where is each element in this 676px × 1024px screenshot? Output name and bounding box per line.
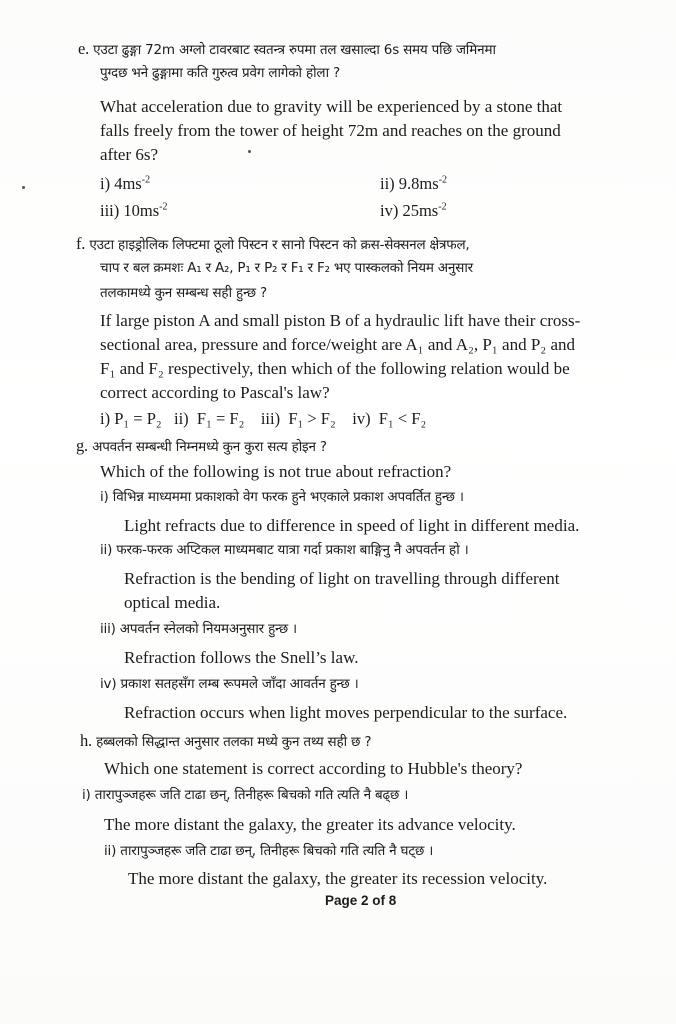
question-e-option-4: iv) $25ms^{-2}$ — [380, 201, 447, 220]
question-e-en-line2: falls freely from the tower of height 72m and reaches on the ground — [100, 121, 561, 140]
question-g-option-1-en: Light refracts due to difference in speed of light in different media. — [124, 516, 580, 535]
question-e — [78, 40, 496, 59]
question-e-en-line3: after 6s? — [100, 145, 159, 164]
question-e-option-2: ii) $9.8ms^{-2}$ — [380, 174, 448, 193]
question-f-np-line1: एउटा हाइड्रोलिक लिफ्टमा ठूलो पिस्टन र सानो पिस्टन को क्रस-सेक्सनल क्षेत्रफल, — [89, 237, 470, 253]
question-h-option-1-np: i) तारापुञ्जहरू जति टाढा छन्, तिनीहरू बिचको गति त्यति नै बढ्छ । — [82, 787, 409, 803]
question-g-option-3-en: Refraction follows the Snell’s law. — [124, 648, 359, 667]
question-f-options: i) P₁ = P₂ ii) F₁ = F₂ iii) F₁ > F₂ iv) F₁ < F₂ — [100, 409, 427, 428]
question-h-np-line1: हब्बलको सिद्धान्त अनुसार तलका मध्ये कुन तथ्य सही छ ? — [96, 734, 372, 750]
question-h-option-1-en: The more distant the galaxy, the greater its advance velocity. — [104, 815, 516, 834]
question-g — [76, 437, 327, 456]
question-f-np-line3: तलकामध्ये कुन सम्बन्ध सही हुन्छ ? — [100, 285, 267, 301]
question-f — [76, 235, 470, 254]
question-g-option-4-np: iv) प्रकाश सतहसँग लम्ब रूपमले जाँदा आवर्तन हुन्छ । — [100, 676, 359, 692]
ink-speck — [248, 150, 251, 153]
question-e-label: e. — [78, 39, 90, 58]
question-h-option-2-np: ii) तारापुञ्जहरू जति टाढा छन्, तिनीहरू बिचको गति त्यति नै घट्छ । — [104, 843, 434, 859]
question-f-en-line1: If large piston A and small piston B of a hydraulic lift have their cross- — [100, 311, 581, 330]
question-f-en-line4: correct according to Pascal's law? — [100, 383, 330, 402]
question-g-option-1-np: i) विभिन्न माध्यममा प्रकाशको वेग फरक हुने भएकाले प्रकाश अपवर्तित हुन्छ । — [100, 489, 464, 505]
question-f-en-line2: sectional area, pressure and force/weight are A₁ and A₂, P₁ and P₂ and — [100, 335, 575, 354]
question-g-np-line1: अपवर्तन सम्बन्धी निम्नमध्ये कुन कुरा सत्य होइन ? — [92, 439, 327, 455]
question-e-option-3: iii) $10ms^{-2}$ — [100, 201, 168, 220]
question-e-np-line1: एउटा ढुङ्गा 72m अग्लो टावरबाट स्वतन्त्र रुपमा तल खसाल्दा 6s समय पछि जमिनमा — [93, 42, 496, 58]
question-g-option-3-np: iii) अपवर्तन स्नेलको नियमअनुसार हुन्छ । — [100, 621, 297, 637]
question-h — [80, 732, 371, 751]
question-h-en-line1: Which one statement is correct according to Hubble's theory? — [104, 759, 523, 778]
question-e-np-line2: पुग्दछ भने ढुङ्गामा कति गुरुत्व प्रवेग लागेको होला ? — [100, 65, 340, 81]
ink-speck — [22, 186, 25, 189]
question-f-np-line2: चाप र बल क्रमशः A₁ र A₂, P₁ र P₂ र F₁ र F₂ भए पास्कलको नियम अनुसार — [100, 260, 473, 276]
question-g-option-2-en-line2: optical media. — [124, 593, 221, 612]
question-f-label: f. — [76, 234, 86, 253]
question-e-option-1: i) $4ms^{-2}$ — [100, 174, 151, 193]
question-e-en-line1: What acceleration due to gravity will be experienced by a stone that — [100, 97, 563, 116]
question-g-option-2-en-line1: Refraction is the bending of light on travelling through different — [124, 569, 560, 588]
question-g-en-line1: Which of the following is not true about refraction? — [100, 462, 452, 481]
question-h-option-2-en: The more distant the galaxy, the greater its recession velocity. — [128, 869, 548, 888]
question-h-label: h. — [80, 731, 92, 750]
question-f-en-line3: F₁ and F₂ respectively, then which of the following relation would be — [100, 359, 570, 378]
question-g-option-4-en: Refraction occurs when light moves perpendicular to the surface. — [124, 703, 568, 722]
page-number: Page 2 of 8 — [325, 893, 397, 908]
question-g-option-2-np: ii) फरक-फरक अप्टिकल माध्यमबाट यात्रा गर्दा प्रकाश बाङ्गिनु नै अपवर्तन हो । — [100, 542, 469, 558]
question-g-label: g. — [76, 436, 88, 455]
